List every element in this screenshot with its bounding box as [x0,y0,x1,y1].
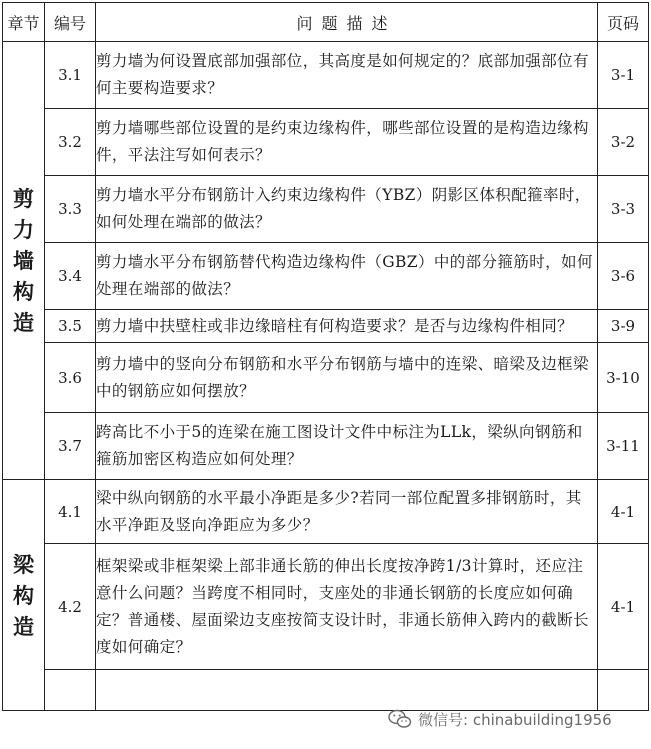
table-row [3,480,649,544]
page-number: 3-9 [598,310,649,343]
watermark [388,709,612,729]
question-description: 剪力墙为何设置底部加强部位，其高度是如何规定的？底部加强部位有何主要构造要求？ [96,42,598,109]
question-number: 3.7 [45,413,96,480]
question-table [2,2,649,711]
question-number: 4.1 [45,480,96,544]
question-number: 3.6 [45,343,96,413]
watermark-text: 微信号: chinabuilding1956 [418,710,612,729]
header-row [3,3,649,42]
page-number: 4-1 [598,544,649,670]
table-row [3,109,649,176]
question-number: 3.4 [45,243,96,310]
table-row [3,310,649,343]
question-description: 剪力墙哪些部位设置的是约束边缘构件，哪些部位设置的是构造边缘构件，平法注写如何表示？ [96,109,598,176]
table-row [3,544,649,670]
header-chapter: 章节 [3,3,45,42]
question-description: 剪力墙中的竖向分布钢筋和水平分布钢筋与墙中的连梁、暗梁及边框梁中的钢筋应如何摆放？ [96,343,598,413]
page-number: 3-11 [598,413,649,480]
table-row-empty [3,670,649,711]
question-number: 3.1 [45,42,96,109]
wechat-icon [388,709,412,729]
page-number: 3-2 [598,109,649,176]
question-description: 跨高比不小于5的连梁在施工图设计文件中标注为LLk，梁纵向钢筋和箍筋加密区构造应如何处理？ [96,413,598,480]
question-description: 剪力墙水平分布钢筋替代构造边缘构件（GBZ）中的部分箍筋时，如何处理在端部的做法？ [96,243,598,310]
chapter-label: 梁构造 [13,551,34,639]
question-description: 剪力墙水平分布钢筋计入约束边缘构件（YBZ）阴影区体积配箍率时，如何处理在端部的做法？ [96,176,598,243]
question-number: 3.3 [45,176,96,243]
table-row [3,176,649,243]
chapter-cell-beam [3,480,45,711]
question-description: 框架梁或非框架梁上部非通长筋的伸出长度按净跨1/3计算时，还应注意什么问题？当跨度不相同时，支座处的非通长钢筋的长度应如何确定？普通楼、屋面梁边支座按简支设计时，非通长筋伸入跨内的截断长度如何确定？ [96,544,598,670]
page-number: 4-1 [598,480,649,544]
question-description: 梁中纵向钢筋的水平最小净距是多少?若同一部位配置多排钢筋时，其水平净距及竖向净距应为多少？ [96,480,598,544]
table-row [3,343,649,413]
table-row [3,243,649,310]
page-number: 3-3 [598,176,649,243]
page-number [598,670,649,711]
chapter-cell-shear-wall [3,42,45,480]
question-number [45,670,96,711]
question-description [96,670,598,711]
question-description: 剪力墙中扶壁柱或非边缘暗柱有何构造要求？是否与边缘构件相同？ [96,310,598,343]
question-number: 3.2 [45,109,96,176]
page-number: 3-1 [598,42,649,109]
table-row [3,413,649,480]
header-number: 编号 [45,3,96,42]
question-number: 4.2 [45,544,96,670]
page-number: 3-6 [598,243,649,310]
header-description: 问题描述 [96,3,598,42]
page-number: 3-10 [598,343,649,413]
header-page: 页码 [598,3,649,42]
table-row [3,42,649,109]
chapter-label: 剪力墙构造 [13,186,34,335]
question-number: 3.5 [45,310,96,343]
